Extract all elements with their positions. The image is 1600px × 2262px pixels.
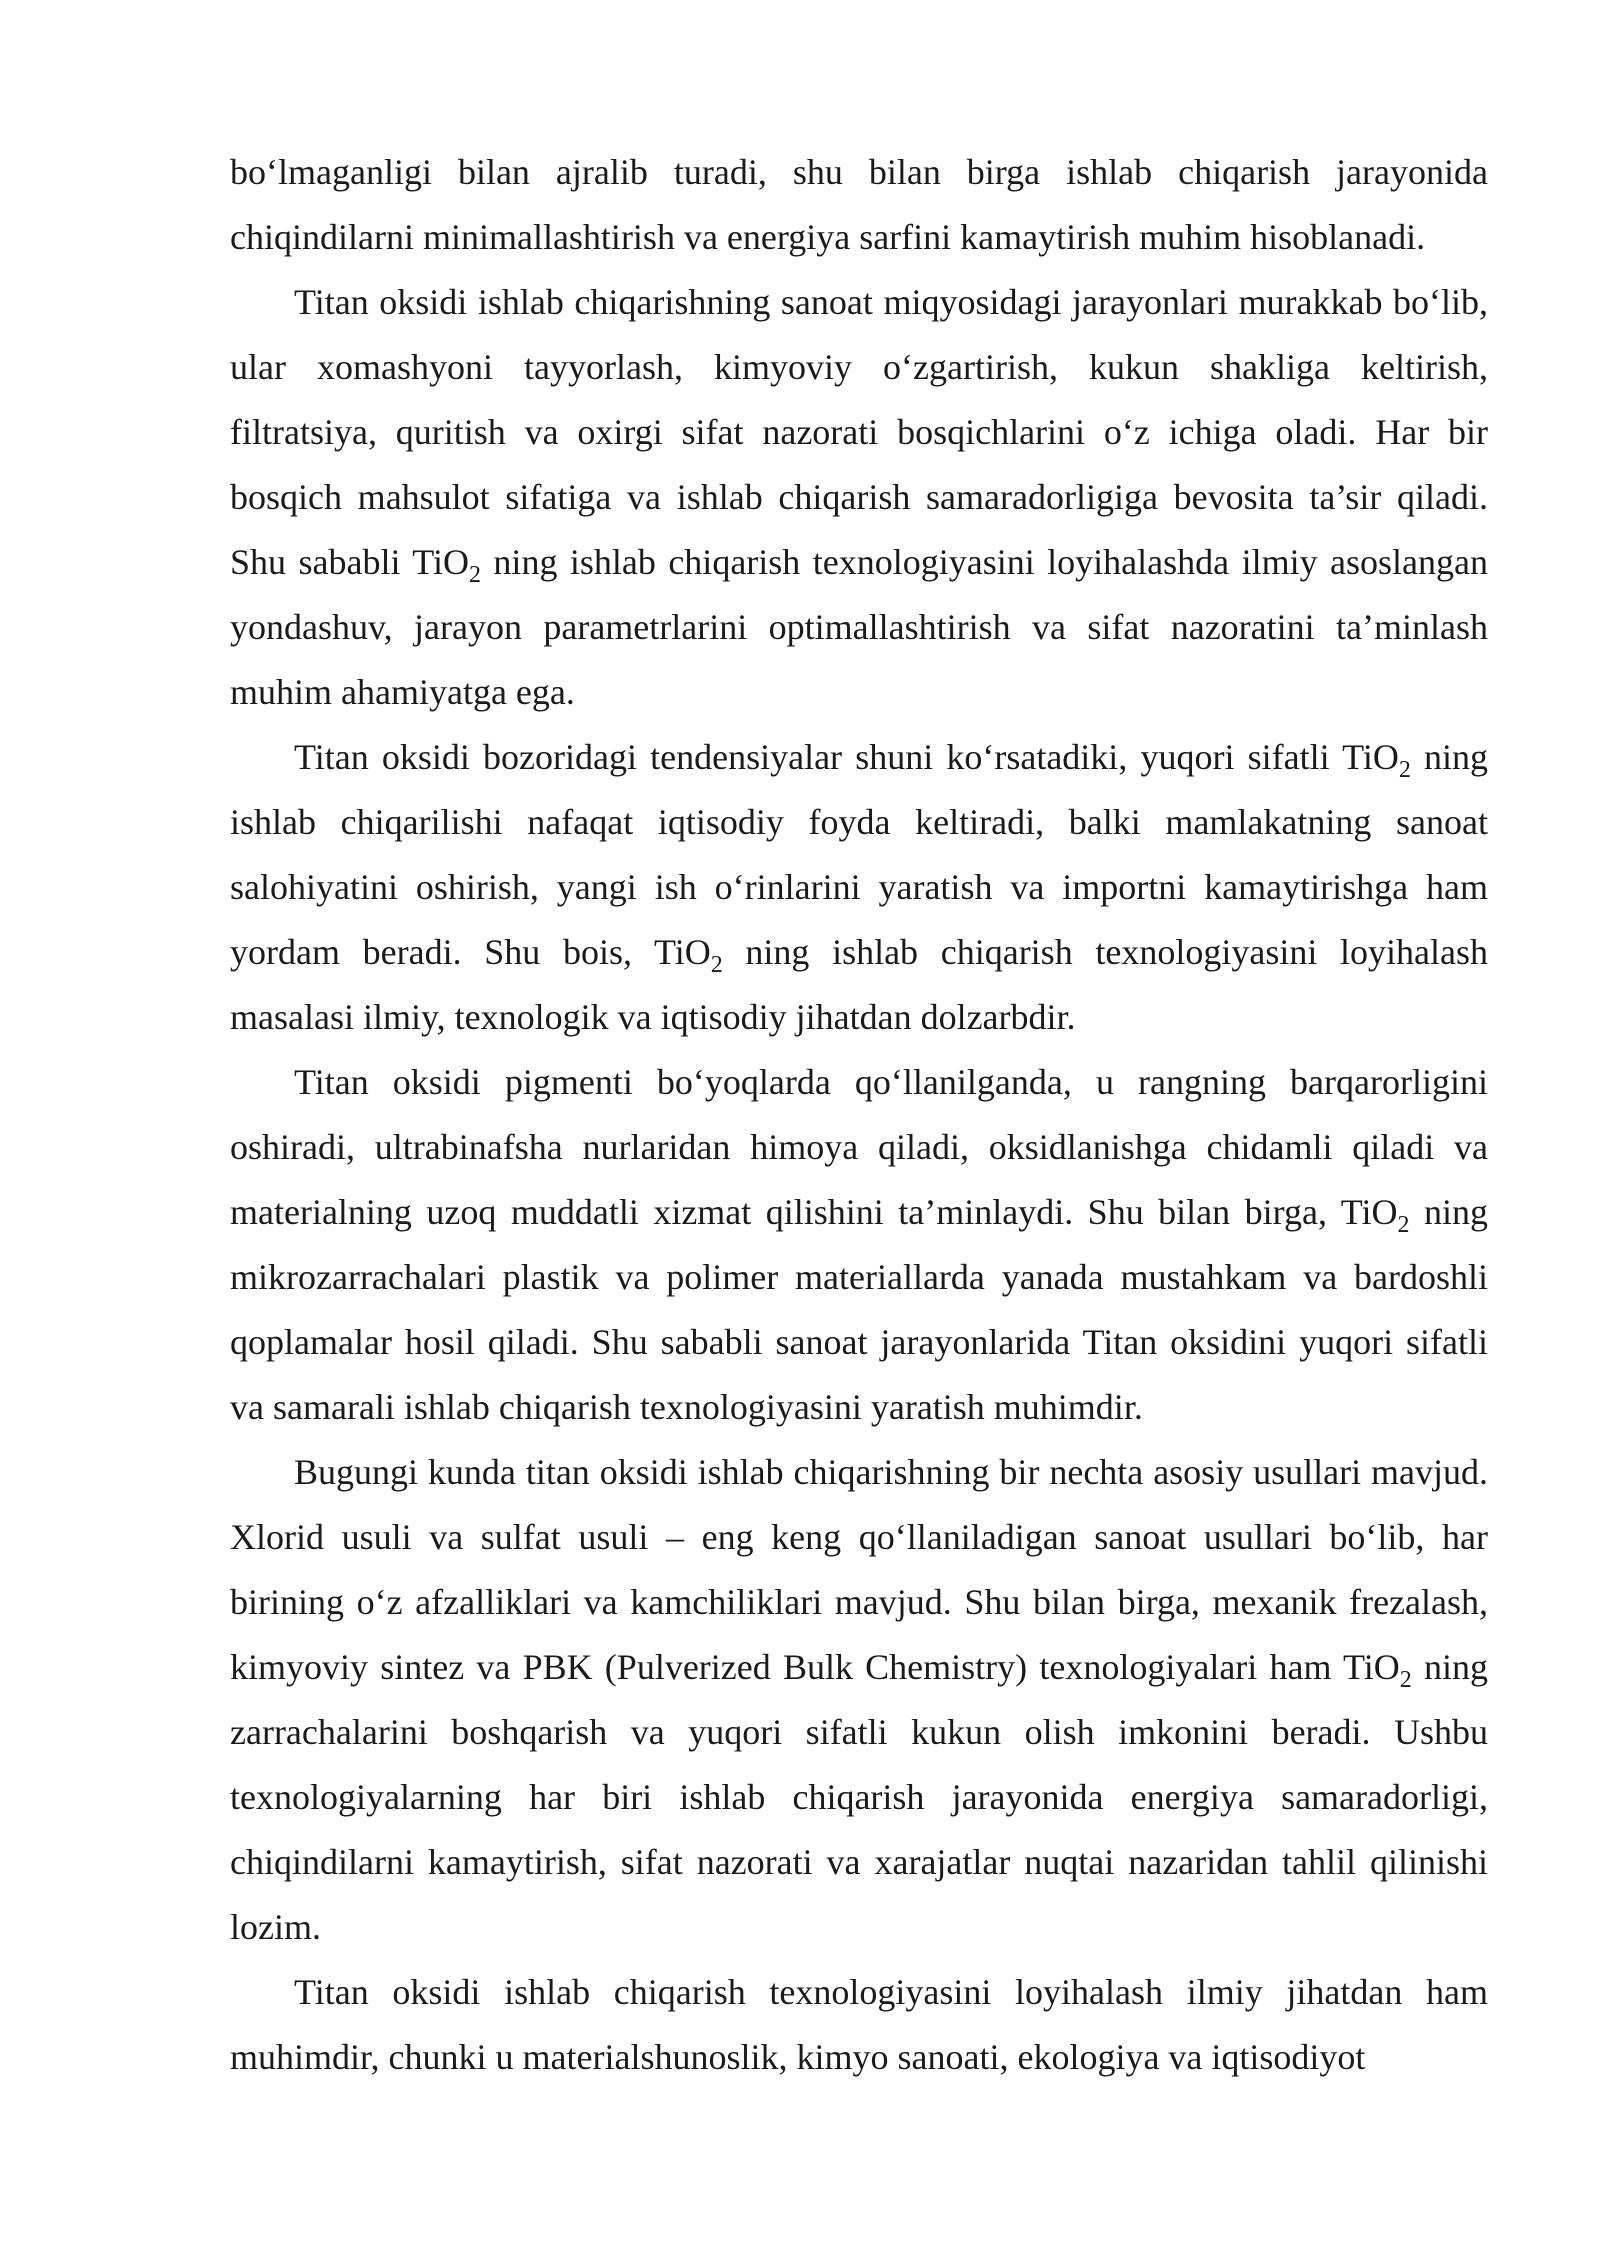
- paragraph: [230, 725, 1488, 1050]
- paragraph-text: bo‘lmaganligi bilan ajralib turadi, shu bilan birga ishlab chiqarish jarayonida chiqindilarni minimallashtirish va energiya sarfini kamaytirish muhim hisoblanadi.: [230, 152, 1488, 257]
- paragraph-text: ning ishlab chiqarish texnologiyasini loyihalash masalasi ilmiy, texnologik va iqtisodiy jihatdan dolzarbdir.: [230, 932, 1488, 1037]
- paragraph-text: Titan oksidi pigmenti bo‘yoqlarda qo‘llanilganda, u rangning barqarorligini oshiradi, ultrabinafsha nurlaridan himoya qiladi, oksidlanishga chidamli qiladi va materialning uzoq muddatli xizmat qilishini ta’minlaydi. Shu bilan birga, TiO: [230, 1062, 1488, 1232]
- paragraph-text: ning mikrozarrachalari plastik va polimer materiallarda yanada mustahkam va bardoshli qoplamalar hosil qiladi. Shu sababli sanoat jarayonlarida Titan oksidini yuqori sifatli va samarali ishlab chiqarish texnologiyasini yaratish muhimdir.: [230, 1192, 1488, 1427]
- paragraph: [230, 1440, 1488, 1960]
- paragraph-text: ning ishlab chiqarish texnologiyasini loyihalashda ilmiy asoslangan yondashuv, jarayon parametrlarini optimallashtirish va sifat nazoratini ta’minlash muhim ahamiyatga ega.: [230, 542, 1488, 712]
- subscript: 2: [1399, 1667, 1412, 1693]
- paragraph-text: Titan oksidi ishlab chiqarish texnologiyasini loyihalash ilmiy jihatdan ham muhimdir, chunki u materialshunoslik, kimyo sanoati, ekologiya va iqtisodiyot: [230, 1972, 1488, 2077]
- paragraph: [230, 1960, 1488, 2090]
- paragraph-text: Titan oksidi bozoridagi tendensiyalar shuni ko‘rsatadiki, yuqori sifatli TiO: [294, 737, 1399, 777]
- subscript: 2: [1398, 757, 1411, 783]
- paragraph-text: ning ishlab chiqarilishi nafaqat iqtisodiy foyda keltiradi, balki mamlakatning sanoat salohiyatini oshirish, yangi ish o‘rinlarini yaratish va importni kamaytirishga ham yordam beradi. Shu bois, TiO: [230, 737, 1488, 972]
- subscript: 2: [710, 952, 723, 978]
- paragraph: [230, 270, 1488, 725]
- document-page: [230, 140, 1488, 2090]
- subscript: 2: [468, 562, 481, 588]
- paragraph: [230, 1050, 1488, 1440]
- paragraph-text: Bugungi kunda titan oksidi ishlab chiqarishning bir nechta asosiy usullari mavjud. Xlorid usuli va sulfat usuli – eng keng qo‘llaniladigan sanoat usullari bo‘lib, har birining o‘z afzalliklari va kamchiliklari mavjud. Shu bilan birga, mexanik frezalash, kimyoviy sintez va PBK (Pulverized Bulk Chemistry) texnologiyalari ham TiO: [230, 1452, 1488, 1687]
- paragraph-text: ning zarrachalarini boshqarish va yuqori sifatli kukun olish imkonini beradi. Ushbu texnologiyalarning har biri ishlab chiqarish jarayonida energiya samaradorligi, chiqindilarni kamaytirish, sifat nazorati va xarajatlar nuqtai nazaridan tahlil qilinishi lozim.: [230, 1647, 1488, 1947]
- subscript: 2: [1397, 1212, 1410, 1238]
- paragraph-text: Titan oksidi ishlab chiqarishning sanoat miqyosidagi jarayonlari murakkab bo‘lib, ular xomashyoni tayyorlash, kimyoviy o‘zgartirish, kukun shakliga keltirish, filtratsiya, quritish va oxirgi sifat nazorati bosqichlarini o‘z ichiga oladi. Har bir bosqich mahsulot sifatiga va ishlab chiqarish samaradorligiga bevosita ta’sir qiladi. Shu sababli TiO: [230, 282, 1488, 582]
- paragraph: [230, 140, 1488, 270]
